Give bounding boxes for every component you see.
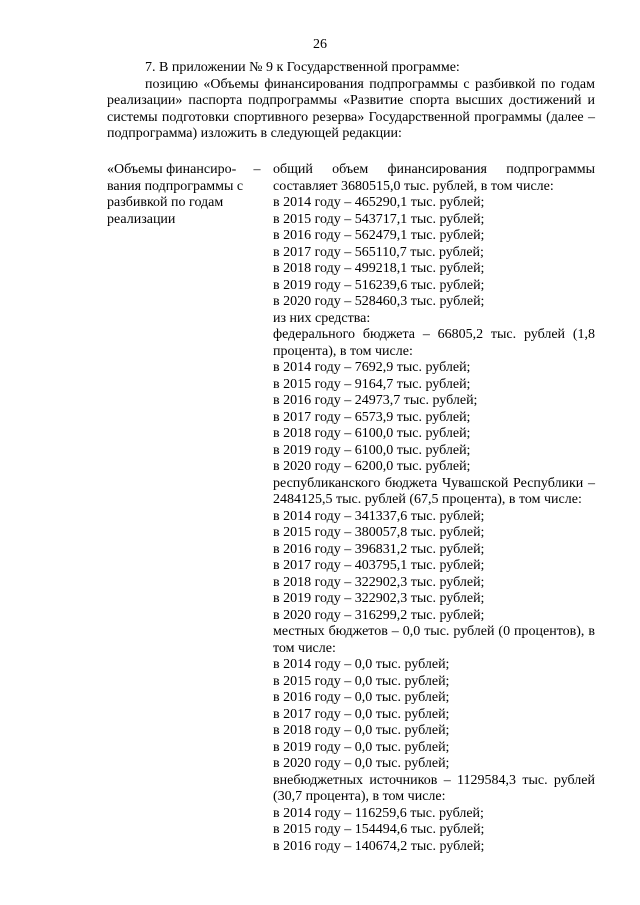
extrabudget-year-line: в 2014 году – 116259,6 тыс. рублей;: [273, 805, 484, 821]
federal-year-line: в 2020 году – 6200,0 тыс. рублей;: [273, 459, 471, 474]
funding-details: [273, 162, 595, 855]
local-year-line: в 2015 году – 0,0 тыс. рублей;: [273, 673, 450, 689]
total-year-line: в 2018 году – 499218,1 тыс. рублей;: [273, 261, 485, 276]
federal-funding: федерального бюджета – 66805,2 тыс. рублей (1,8 процента), в том числе:: [273, 327, 595, 359]
total-year-line: в 2019 году – 516239,6 тыс. рублей;: [273, 277, 485, 293]
total-year-line: в 2017 году – 565110,7 тыс. рублей;: [273, 244, 484, 260]
republic-year-line: в 2016 году – 396831,2 тыс. рублей;: [273, 541, 485, 557]
local-year-line: в 2017 году – 0,0 тыс. рублей;: [273, 706, 450, 722]
total-funding: общий объем финансирования подпрограммы составляет 3680515,0 тыс. рублей, в том числе:: [273, 162, 595, 194]
federal-year-line: в 2015 году – 9164,7 тыс. рублей;: [273, 376, 471, 392]
federal-year-line: в 2014 году – 7692,9 тыс. рублей;: [273, 360, 471, 375]
page-number: 26: [313, 37, 327, 52]
federal-year-line: в 2017 году – 6573,9 тыс. рублей;: [273, 409, 471, 425]
republic-funding: республиканского бюджета Чувашской Республики – 2484125,5 тыс. рублей (67,5 процента), в том числе:: [273, 475, 595, 507]
total-year-line: в 2014 году – 465290,1 тыс. рублей;: [273, 195, 485, 210]
republic-year-line: в 2018 году – 322902,3 тыс. рублей;: [273, 574, 485, 590]
local-year-line: в 2018 году – 0,0 тыс. рублей;: [273, 723, 450, 738]
extrabudget-year-line: в 2015 году – 154494,6 тыс. рублей;: [273, 822, 485, 837]
republic-year-line: в 2015 году – 380057,8 тыс. рублей;: [273, 525, 485, 540]
local-year-line: в 2019 году – 0,0 тыс. рублей;: [273, 739, 450, 755]
total-year-line: в 2015 году – 543717,1 тыс. рублей;: [273, 211, 485, 227]
amendment-item: 7. В приложении № 9 к Государственной программе:: [145, 60, 460, 75]
intro-section: [107, 60, 595, 143]
total-year-line: в 2016 году – 562479,1 тыс. рублей;: [273, 228, 485, 243]
local-funding: местных бюджетов – 0,0 тыс. рублей (0 процентов), в том числе:: [273, 624, 595, 656]
republic-year-line: в 2017 году – 403795,1 тыс. рублей;: [273, 558, 485, 573]
separator-dash: –: [253, 162, 261, 177]
federal-year-line: в 2019 году – 6100,0 тыс. рублей;: [273, 442, 471, 458]
funding-label: «Объемы финансиро-вания подпрограммы с разбивкой по годам реализации: [107, 162, 244, 227]
federal-year-line: в 2016 году – 24973,7 тыс. рублей;: [273, 393, 478, 408]
republic-year-line: в 2014 году – 341337,6 тыс. рублей;: [273, 508, 485, 524]
local-year-line: в 2020 году – 0,0 тыс. рублей;: [273, 756, 450, 771]
extrabudget-funding: внебюджетных источников – 1129584,3 тыс. рублей (30,7 процента), в том числе:: [273, 772, 595, 804]
local-year-line: в 2016 году – 0,0 тыс. рублей;: [273, 690, 450, 705]
republic-year-line: в 2020 году – 316299,2 тыс. рублей;: [273, 607, 485, 623]
extrabudget-year-line: в 2016 году – 140674,2 тыс. рублей;: [273, 838, 485, 854]
local-year-line: в 2014 году – 0,0 тыс. рублей;: [273, 657, 450, 672]
total-year-line: в 2020 году – 528460,3 тыс. рублей;: [273, 294, 485, 309]
amendment-paragraph: позицию «Объемы финансирования подпрограммы с разбивкой по годам реализации» паспорта подпрограммы «Развитие спорта высших достижений и системы подготовки спортивного резерва» Государственной программы (далее – подпрограмма) изложить в следующей редакции:: [107, 76, 595, 141]
of-which-label: из них средства:: [273, 310, 371, 326]
republic-year-line: в 2019 году – 322902,3 тыс. рублей;: [273, 591, 485, 606]
federal-year-line: в 2018 году – 6100,0 тыс. рублей;: [273, 426, 471, 441]
